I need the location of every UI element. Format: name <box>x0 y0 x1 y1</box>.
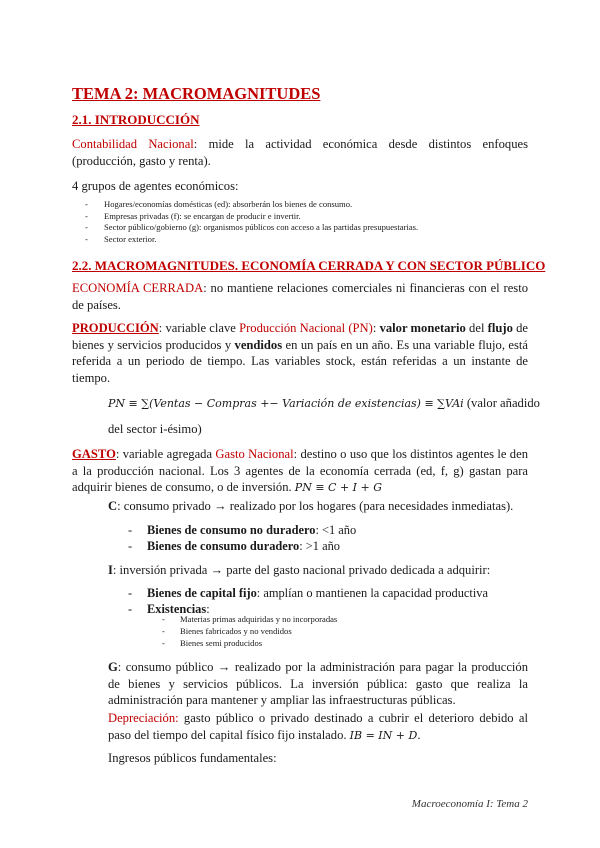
term-gasto-nacional: Gasto Nacional <box>215 447 294 461</box>
consumo-privado: C: consumo privado → realizado por los hogares (para necesidades inmediatas). <box>108 499 514 513</box>
formula-continuation: del sector i-ésimo) <box>108 422 202 436</box>
paragraph-gasto: GASTO: variable agregada Gasto Nacional: destino o uso que los distintos agentes le den a la producción nacional. Los 3 agentes de la economía cerrada (ed, f, g) gastan para adquirir bienes de consumo, o de inversión. PN ≡ C + I + G <box>72 447 528 494</box>
list-item: - Empresas privadas (f): se encargan de producir e invertir. <box>85 211 418 223</box>
formula-math: PN ≡ ∑(Ventas − Compras +− Variación de existencias) ≡ ∑VAi <box>108 397 464 410</box>
term-gasto: GASTO <box>72 447 116 461</box>
list-item: - Sector público/gobierno (g): organismos públicos con acceso a las partidas presupuestarias. <box>85 222 418 234</box>
term-produccion: PRODUCCIÓN <box>72 321 159 335</box>
inversion-list <box>128 585 488 617</box>
definition-text: : mide la actividad económica desde distintos enfoques (producción, gasto y renta). <box>72 137 528 168</box>
consumo-list <box>128 522 356 554</box>
section-heading-macromagnitudes: 2.2. MACROMAGNITUDES. ECONOMÍA CERRADA Y CON SECTOR PÚBLICO <box>72 258 546 273</box>
list-item: - Bienes de consumo duradero: >1 año <box>128 538 356 554</box>
existencias-list <box>162 614 337 649</box>
list-item: - Bienes semi producidos <box>162 638 337 650</box>
term-depreciacion: Depreciación: <box>108 711 179 725</box>
ingresos-publicos: Ingresos públicos fundamentales: <box>108 751 277 765</box>
formula-pn: PN ≡ ∑(Ventas − Compras +− Variación de existencias) ≡ ∑VAi (valor añadido <box>108 396 540 410</box>
list-item: - Hogares/economías domésticas (ed): absorberán los bienes de consumo. <box>85 199 418 211</box>
term-produccion-nacional: Producción Nacional (PN) <box>239 321 373 335</box>
inversion-privada: I: inversión privada → parte del gasto nacional privado dedicada a adquirir: <box>108 563 491 577</box>
section-heading-introduccion: 2.1. INTRODUCCIÓN <box>72 112 200 127</box>
paragraph-economia-cerrada: ECONOMÍA CERRADA: no mantiene relaciones comerciales ni financieras con el resto de países. <box>72 281 528 312</box>
page-footer: Macroeconomía I: Tema 2 <box>411 798 528 810</box>
list-item: - Bienes de capital fijo: amplían o mantienen la capacidad productiva <box>128 585 488 601</box>
page-title: TEMA 2: MACROMAGNITUDES <box>72 84 321 103</box>
paragraph-produccion: PRODUCCIÓN: variable clave Producción Nacional (PN): valor monetario del flujo de bienes y servicios producidos y vendidos en un país en un año. Es una variable flujo, está referida a un periodo de tiempo. Las variables stock, están referidas a un instante de tiempo. <box>72 321 528 385</box>
depreciation-formula: IB = IN + D <box>349 728 418 742</box>
consumo-publico: G: consumo público → realizado por la administración para pagar la producción de bienes y servicios públicos. La inversión pública: gasto que realiza la administración para mantener y ampliar las infraestructuras públicas. <box>108 660 528 707</box>
paragraph-contabilidad <box>72 136 528 169</box>
list-item: - Sector exterior. <box>85 234 418 246</box>
agent-groups-list <box>85 199 418 245</box>
gasto-formula: PN ≡ C + I + G <box>294 481 383 494</box>
list-item: - Materias primas adquiridas y no incorporadas <box>162 614 337 626</box>
list-item: - Existencias: <box>128 601 488 617</box>
groups-intro: 4 grupos de agentes económicos: <box>72 179 239 193</box>
term-contabilidad-nacional: Contabilidad Nacional <box>72 137 194 151</box>
list-item: - Bienes de consumo no duradero: <1 año <box>128 522 356 538</box>
paragraph-depreciacion: Depreciación: gasto público o privado destinado a cubrir el deterioro debido al paso del tiempo del capital físico fijo instalado. IB = IN + D. <box>108 711 528 742</box>
term-economia-cerrada: ECONOMÍA CERRADA <box>72 281 204 295</box>
list-item: - Bienes fabricados y no vendidos <box>162 626 337 638</box>
